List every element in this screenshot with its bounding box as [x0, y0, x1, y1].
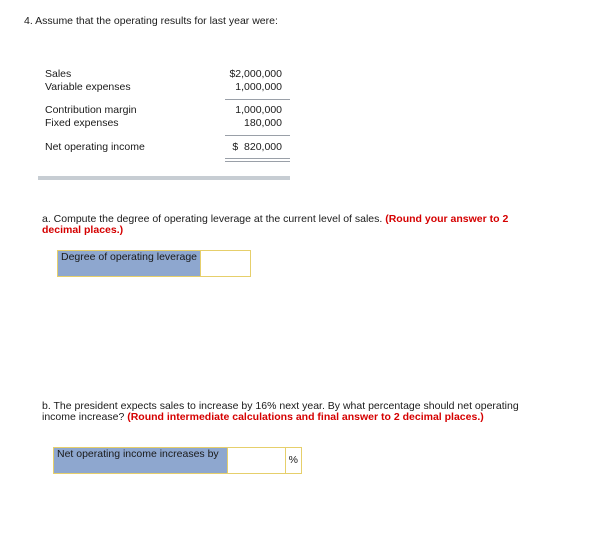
net-operating-income-increase-input[interactable] [227, 448, 285, 473]
part-a-prompt [42, 214, 542, 236]
question-title: 4. Assume that the operating results for last year were: [24, 15, 278, 27]
income-statement-table [38, 62, 290, 180]
part-a-instruction: (Round your answer to 2 decimal places.) [42, 213, 509, 236]
net-operating-income-label: Net operating income [45, 141, 145, 153]
net-operating-income-amount: 820,000 [244, 141, 282, 153]
variable-expenses-label: Variable expenses [45, 81, 131, 93]
sales-value: $2,000,000 [229, 68, 282, 80]
total-rule [225, 135, 290, 136]
variable-expenses-value: 1,000,000 [235, 81, 282, 93]
part-b-instruction: (Round intermediate calculations and final answer to 2 decimal places.) [127, 411, 484, 423]
sales-label: Sales [45, 68, 72, 80]
fixed-expenses-label: Fixed expenses [45, 117, 119, 129]
net-operating-income-value [232, 141, 282, 153]
table-bottom-bar [38, 176, 290, 180]
subtotal-rule [225, 99, 290, 100]
part-a-answer-label: Degree of operating leverage [58, 251, 200, 276]
part-a-question: a. Compute the degree of operating leverage at the current level of sales. [42, 213, 383, 225]
part-b-prompt [42, 401, 537, 423]
fixed-expenses-value: 180,000 [244, 117, 282, 129]
part-b-question: b. The president expects sales to increase by 16% next year. By what percentage should net operating income increase? [42, 400, 519, 423]
degree-of-operating-leverage-input[interactable] [200, 251, 250, 276]
double-underline [225, 158, 290, 162]
contribution-margin-value: 1,000,000 [235, 104, 282, 116]
part-b-answer-row [53, 447, 302, 474]
contribution-margin-label: Contribution margin [45, 104, 137, 116]
part-b-answer-label: Net operating income increases by [54, 448, 227, 473]
currency-symbol: $ [232, 141, 239, 153]
percent-unit: % [285, 448, 301, 473]
part-a-answer-row [57, 250, 251, 277]
